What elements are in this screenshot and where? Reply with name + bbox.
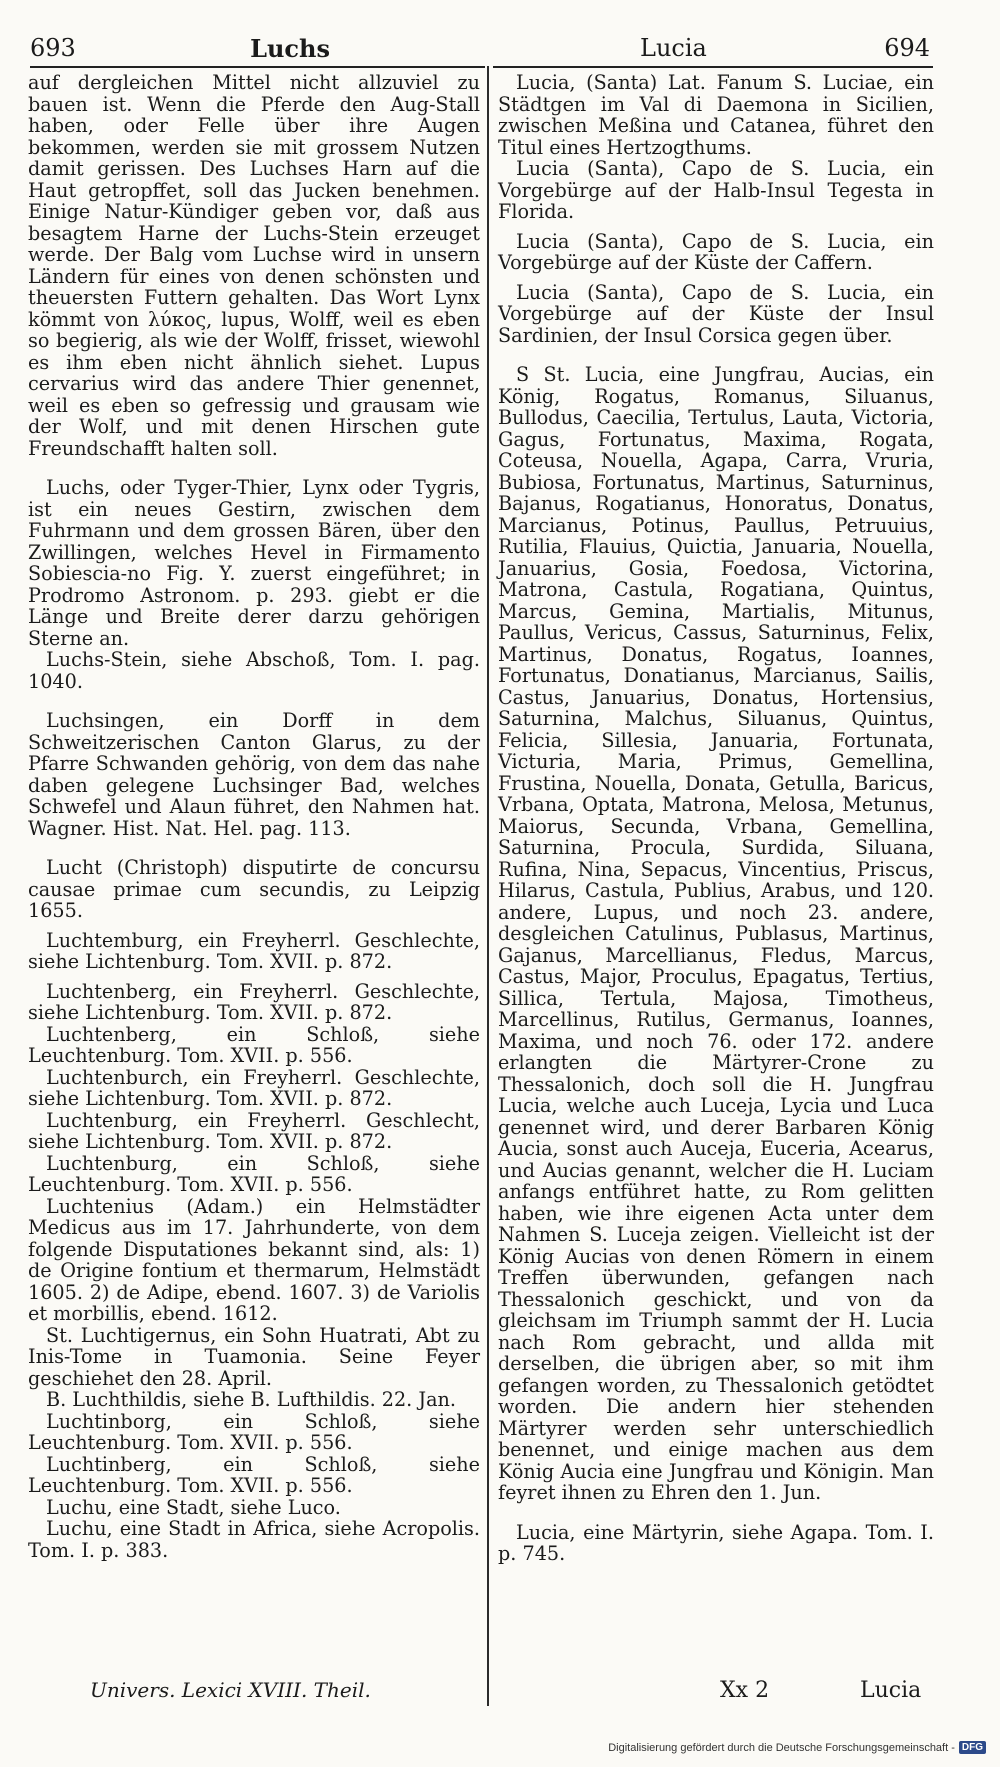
right-running-title: Lucia [640,34,707,62]
left-page-number: 693 [30,34,76,62]
header-rule-right [493,66,933,68]
catchword: Lucia [860,1678,922,1703]
right-entry-2: Lucia (Santa), Capo de S. Lucia, ein Vorgebürge auf der Halb-Insul Tegesta in Florida. [498,157,934,223]
left-entry-12: Luchtenius (Adam.) ein Helmstädter Medicus aus im 17. Jahrhunderte, von dem folgende Disputationes bekannt sind, als: 1) de Origine fontium et thermarum, Helmstädt 1605. 2) de Adipe, ebend. 1607. 3) de Variolis et morbillis, ebend. 1612. [28,1194,480,1325]
left-entry-7: Luchtenberg, ein Freyherrl. Geschlechte, siehe Lichtenburg. Tom. XVII. p. 872. [28,979,480,1024]
right-entry-4: Lucia (Santa), Capo de S. Lucia, ein Vorgebürge auf der Küste der Insul Sardinien, der Insul Corsica gegen über. [498,280,934,347]
left-entry-15: Luchtinborg, ein Schloß, siehe Leuchtenburg. Tom. XVII. p. 556. [28,1409,480,1454]
left-entry-8: Luchtenberg, ein Schloß, siehe Leuchtenburg. Tom. XVII. p. 556. [28,1022,480,1067]
left-entry-14: B. Luchthildis, siehe B. Lufthildis. 22. Jan. [46,1388,456,1411]
left-entry-2: Luchs, oder Tyger-Thier, Lynx oder Tygris, ist ein neues Gestirn, zwischen dem Fuhrmann und dem grossen Bären, über den Zwillingen, welches Hevel in Firmamento Sobiescia-no Fig. Y. zuerst eingeführet; in Prodromo Astronom. p. 293. giebt er die Länge und Breite derer darzu gehörigen Sterne an. [28,476,480,650]
header-rule-left [30,66,485,68]
left-entry-3: Luchs-Stein, siehe Abschoß, Tom. I. pag. 1040. [28,648,480,693]
credit-text: Digitalisierung gefördert durch die Deutsche Forschungsgemeinschaft - [608,1741,955,1754]
left-entry-16: Luchtinberg, ein Schloß, siehe Leuchtenburg. Tom. XVII. p. 556. [28,1452,480,1497]
left-column [28,72,480,1561]
volume-footer: Univers. Lexici XVIII. Theil. [90,1678,371,1702]
left-entry-6: Luchtemburg, ein Freyherrl. Geschlechte, siehe Lichtenburg. Tom. XVII. p. 872. [28,928,480,973]
right-page-number: 694 [884,34,930,62]
left-entry-10: Luchtenburg, ein Freyherrl. Geschlecht, siehe Lichtenburg. Tom. XVII. p. 872. [28,1108,480,1153]
right-entry-6: Lucia, eine Märtyrin, siehe Agapa. Tom. I. p. 745. [498,1520,934,1565]
right-entry-3: Lucia (Santa), Capo de S. Lucia, ein Vorgebürge auf der Küste der Caffern. [498,229,934,274]
left-entry-18: Luchu, eine Stadt in Africa, siehe Acropolis. Tom. I. p. 383. [28,1517,480,1562]
signature-mark: Xx 2 [720,1678,770,1703]
dfg-logo: DFG [959,1741,986,1754]
digitization-credit [608,1741,986,1754]
right-entry-5: S St. Lucia, eine Jungfrau, Aucias, ein König, Rogatus, Romanus, Siluanus, Bullodus, Caecilia, Tertulus, Lauta, Victoria, Gagus, Fortunatus, Maxima, Rogata, Coteusa, Nouella, Agapa, Carra, Vruria, Bubiosa, Fortunatus, Martinus, Saturninus, Bajanus, Rogatianus, Honoratus, Donatus, Marcianus, Potinus, Paullus, Petruuius, Rutilia, Flauius, Quictia, Januaria, Nouella, Januarius, Gosia, Foedosa, Victorina, Matrona, Castula, Rogatiana, Quintus, Marcus, Gemina, Martialis, Mitunus, Paullus, Vericus, Cassus, Saturninus, Felix, Martinus, Donatus, Rogatus, Ioannes, Fortunatus, Donatianus, Marcianus, Sailis, Castus, Januarius, Donatus, Hortensius, Saturnina, Malchus, Siluanus, Quintus, Felicia, Sillesia, Januaria, Fortunata, Victuria, Maria, Primus, Gemellina, Frustina, Nouella, Donata, Getulla, Baricus, Vrbana, Optata, Matrona, Melosa, Metunus, Maiorus, Secunda, Vrbana, Gemellina, Saturnina, Procula, Surdida, Siluana, Rufina, Nina, Sepacus, Vincentius, Priscus, Hilarus, Castula, Publius, Arabus, und 120. andere, Lupus, und noch 23. andere, desgleichen Catulinus, Publasus, Martinus, Gajanus, Marcellianus, Fledus, Marcus, Castus, Major, Proculus, Epagatus, Tertius, Sillica, Tertula, Majosa, Timotheus, Marcellinus, Rutilus, Germanus, Ioannes, Maxima, und noch 76. oder 172. andere erlangten die Märtyrer-Crone zu Thessalonich, doch soll die H. Jungfrau Lucia, welche auch Luceja, Lycia und Luca genennet wird, und derer Barbaren König Aucia, sonst auch Auceja, Euceria, Acearus, und Aucias genannt, welcher die H. Luciam anfangs entführet hatte, zu Rom gelitten haben, wie ihre eigenen Acta unter dem Nahmen S. Luceja zeigen. Vielleicht ist der König Aucias von denen Römern in einem Treffen überwunden, gefangen nach Thessalonich geschickt, und von da gleichsam im Triumph sammt der H. Lucia nach Rom gebracht, und allda mit derselben, die übrigen aber, so mit ihm gefangen worden, zu Thessalonich getödtet worden. Die andern hier stehenden Märtyrer werden sehr unterschiedlich benennet, und einige machen aus dem König Aucia eine Jungfrau und Königin. Man feyret ihnen zu Ehren den 1. Jun. [498,363,934,1504]
left-entry-17: Luchu, eine Stadt, siehe Luco. [46,1495,341,1519]
left-entry-13: St. Luchtigernus, ein Sohn Huatrati, Abt zu Inis-Tome in Tuamonia. Seine Feyer geschiehet den 28. April. [28,1323,480,1390]
right-page-header [490,28,930,68]
left-entry-1: auf dergleichen Mittel nicht allzuviel zu bauen ist. Wenn die Pferde den Aug-Stall haben, oder Felle über ihre Augen bekommen, werden sie mit grossem Nutzen damit gerissen. Des Luchses Harn auf die Haut getropffet, soll das Jucken benehmen. Einige Natur-Kündiger geben vor, daß aus besagtem Harne der Luchs-Stein erzeuget werde. Der Balg vom Luchse wird in unsern Ländern für eines von denen schönsten und theuersten Futtern gehalten. Das Wort Lynx kömmt von λύκος, lupus, Wolff, weil es eben so begierig, als wie der Wolff, frisset, wiewohl es ihm eben nicht ähnlich siehet. Lupus cervarius wird das andere Thier genennet, weil es eben so gefressig und grausam wie der Wolf, und mit denen Hirschen gute Freundschafft halten soll. [28,71,480,460]
left-entry-11: Luchtenburg, ein Schloß, siehe Leuchtenburg. Tom. XVII. p. 556. [28,1151,480,1196]
column-divider [487,66,489,1706]
left-entry-4: Luchsingen, ein Dorff in dem Schweitzerischen Canton Glarus, zu der Pfarre Schwanden gehörig, von dem das nahe daben gelegene Luchsinger Bad, welches Schwefel und Alaun führet, den Nahmen hat. Wagner. Hist. Nat. Hel. pag. 113. [28,709,480,840]
left-entry-5: Lucht (Christoph) disputirte de concursu causae primae cum secundis, zu Leipzig 1655. [28,856,480,922]
right-entry-1: Lucia, (Santa) Lat. Fanum S. Luciae, ein Städtgen im Val di Daemona in Sicilien, zwischen Meßina und Catanea, führet den Titul eines Hertzogthums. [498,71,934,159]
left-page-header [30,28,480,68]
right-column [498,72,934,1565]
left-running-title: Luchs [250,33,330,63]
left-entry-9: Luchtenburch, ein Freyherrl. Geschlechte, siehe Lichtenburg. Tom. XVII. p. 872. [28,1065,480,1110]
